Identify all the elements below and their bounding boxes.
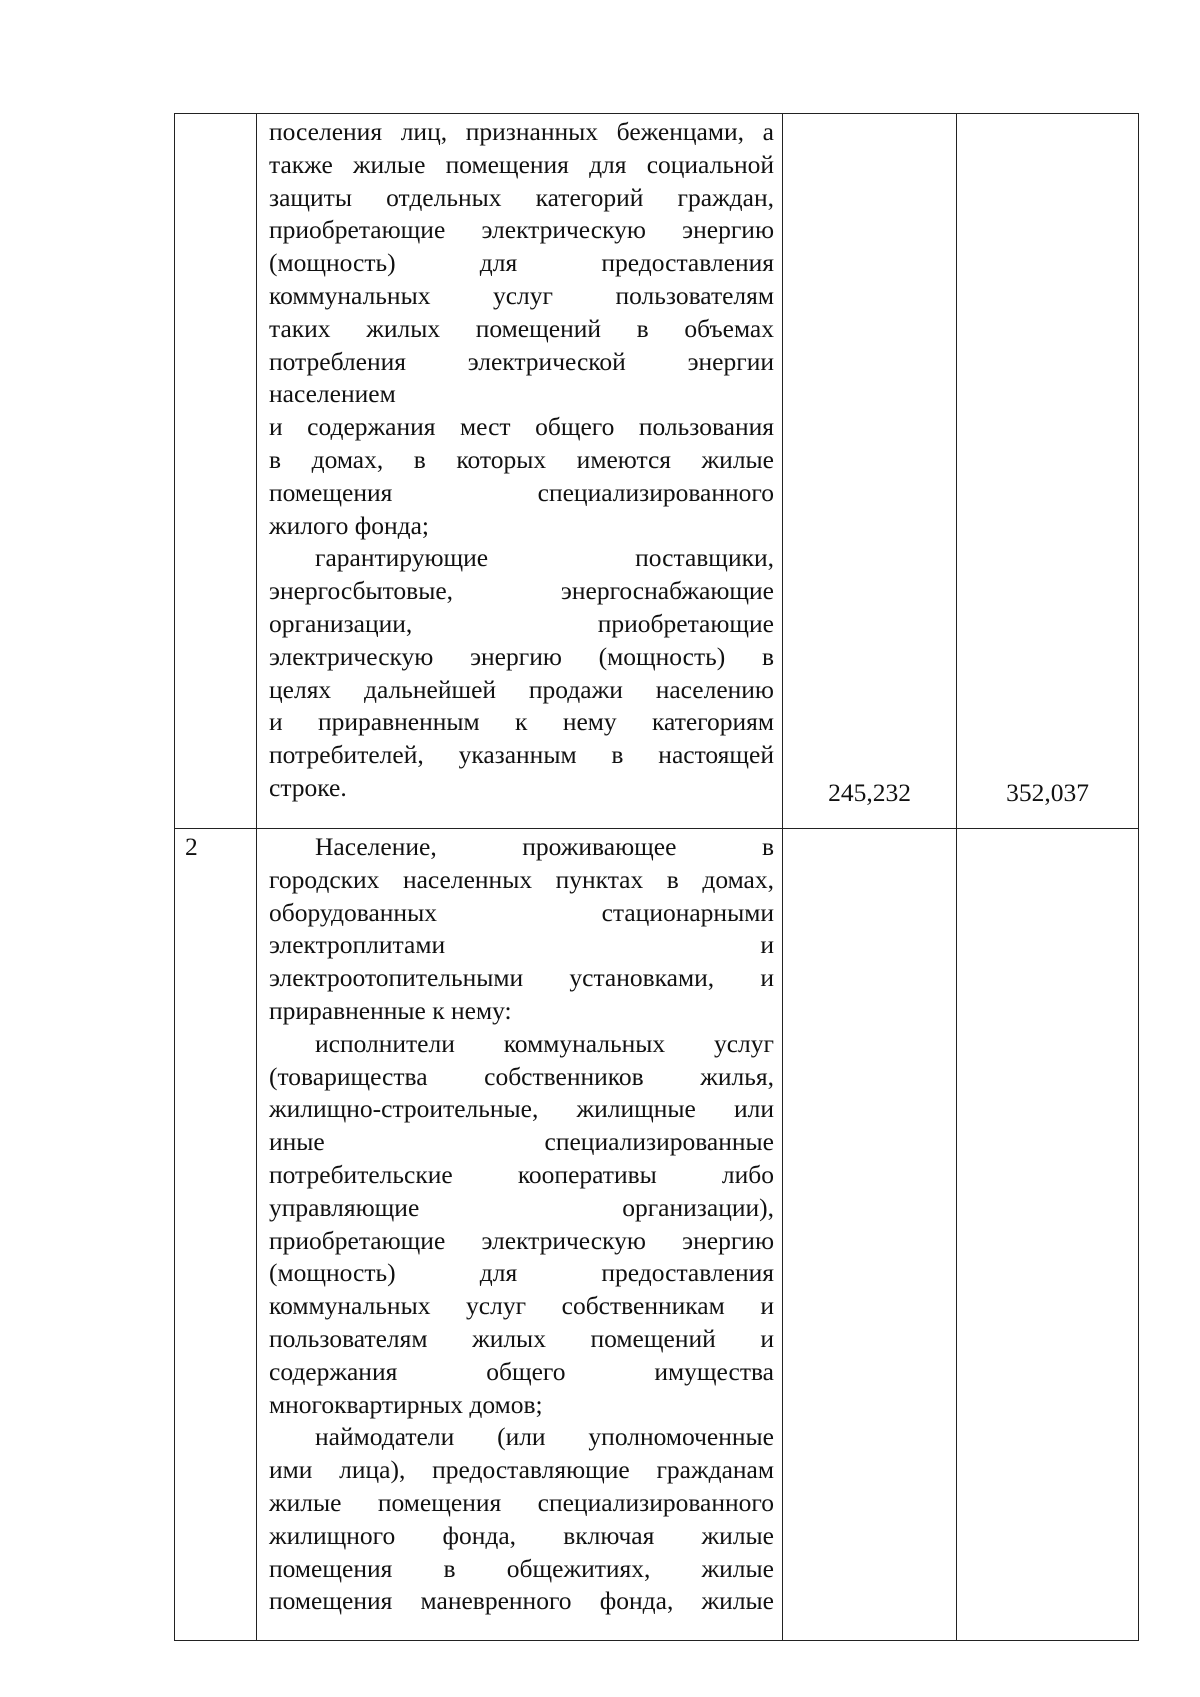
description-paragraph — [269, 542, 774, 804]
text-line: ими лица), предоставляющие гражданам — [269, 1455, 774, 1485]
text-line: электроплитами и — [269, 930, 774, 960]
text-line: жилищного фонда, включая жилые — [269, 1520, 774, 1550]
text-line: коммунальных услуг пользователям — [269, 280, 774, 310]
text-line: иные специализированные — [269, 1127, 774, 1157]
text-line: электроотопительными установками, и — [269, 963, 774, 993]
text-line: исполнители коммунальных услуг — [315, 1028, 774, 1058]
description-paragraph — [269, 116, 774, 411]
text-line: (товарищества собственников жилья, — [269, 1061, 774, 1091]
text-line: помещения специализированного — [269, 477, 774, 507]
text-line: помещения в общежитиях, жилые — [269, 1553, 774, 1583]
description-paragraph — [269, 411, 774, 542]
table-row — [175, 829, 1139, 1641]
text-line: гарантирующие поставщики, — [315, 543, 774, 573]
text-line: также жилые помещения для социальной — [269, 149, 774, 179]
text-line: приобретающие электрическую энергию — [269, 215, 774, 245]
text-line: (мощность) для предоставления — [269, 1258, 774, 1288]
row-number-cell — [175, 114, 257, 829]
row-number-cell: 2 — [175, 829, 257, 1641]
text-line: электрическую энергию (мощность) в — [269, 641, 774, 671]
text-line: управляющие организации), — [269, 1192, 774, 1222]
text-line: населением — [269, 379, 396, 409]
text-line: потребителей, указанным в настоящей — [269, 740, 774, 770]
description-paragraph — [269, 831, 774, 1028]
tariff-table — [174, 113, 1139, 1641]
text-line: наймодатели (или уполномоченные — [315, 1422, 774, 1452]
value-cell-2: 352,037 — [957, 114, 1139, 829]
text-line: строке. — [269, 772, 347, 802]
text-line: жилого фонда; — [269, 510, 429, 540]
text-line: (мощность) для предоставления — [269, 248, 774, 278]
text-line: потребительские кооперативы либо — [269, 1159, 774, 1189]
text-line: помещения маневренного фонда, жилые — [269, 1586, 774, 1616]
text-line: городских населенных пунктах в домах, — [269, 864, 774, 894]
text-line: защиты отдельных категорий граждан, — [269, 182, 774, 212]
text-line: жилые помещения специализированного — [269, 1487, 774, 1517]
row-description-cell — [257, 829, 783, 1641]
value-cell-2 — [957, 829, 1139, 1641]
text-line: Население, проживающее в — [315, 832, 774, 861]
text-line: поселения лиц, признанных беженцами, а — [269, 117, 774, 146]
text-line: приравненные к нему: — [269, 995, 512, 1025]
text-line: и приравненным к нему категориям — [269, 707, 774, 737]
text-line: целях дальнейшей продажи населению — [269, 674, 774, 704]
row-description-cell — [257, 114, 783, 829]
table-row — [175, 114, 1139, 829]
text-line: жилищно-строительные, жилищные или — [269, 1094, 774, 1124]
text-line: содержания общего имущества — [269, 1356, 774, 1386]
description-paragraph — [269, 1421, 774, 1618]
text-line: коммунальных услуг собственникам и — [269, 1291, 774, 1321]
value-cell-1 — [783, 829, 957, 1641]
text-line: приобретающие электрическую энергию — [269, 1225, 774, 1255]
text-line: таких жилых помещений в объемах — [269, 313, 774, 343]
text-line: потребления электрической энергии — [269, 346, 774, 376]
text-line: в домах, в которых имеются жилые — [269, 444, 774, 474]
text-line: пользователям жилых помещений и — [269, 1323, 774, 1353]
value-cell-1: 245,232 — [783, 114, 957, 829]
text-line: оборудованных стационарными — [269, 897, 774, 927]
text-line: многоквартирных домов; — [269, 1389, 543, 1419]
description-paragraph — [269, 1028, 774, 1422]
text-line: организации, приобретающие — [269, 608, 774, 638]
text-line: и содержания мест общего пользования — [269, 412, 774, 442]
text-line: энергосбытовые, энергоснабжающие — [269, 576, 774, 606]
